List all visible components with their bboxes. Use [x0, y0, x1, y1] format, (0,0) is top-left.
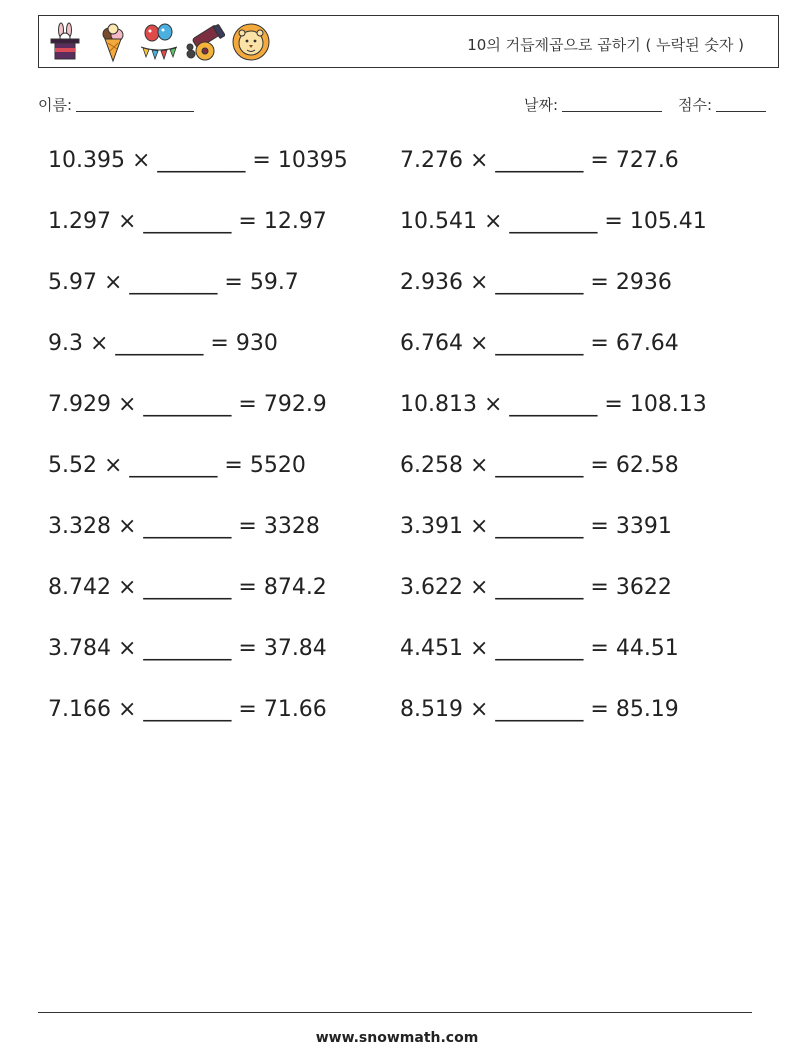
score-field [678, 94, 766, 115]
problem-item: 10.395 × ________ = 10395 [48, 148, 348, 173]
score-blank[interactable] [716, 98, 766, 112]
problem-row [48, 209, 768, 270]
problem-item: 7.929 × ________ = 792.9 [48, 392, 327, 417]
name-blank[interactable] [76, 98, 194, 112]
problem-row [48, 636, 768, 697]
problem-item: 5.52 × ________ = 5520 [48, 453, 306, 478]
problem-item: 3.328 × ________ = 3328 [48, 514, 320, 539]
problem-row [48, 575, 768, 636]
problem-row [48, 392, 768, 453]
footer-divider [38, 1012, 752, 1013]
problem-item: 5.97 × ________ = 59.7 [48, 270, 299, 295]
problem-item: 6.258 × ________ = 62.58 [400, 453, 679, 478]
problem-row [48, 453, 768, 514]
problem-item: 9.3 × ________ = 930 [48, 331, 278, 356]
problem-list [48, 148, 768, 758]
magic-hat-icon [47, 21, 87, 63]
problem-item: 3.784 × ________ = 37.84 [48, 636, 327, 661]
problem-row [48, 148, 768, 209]
worksheet-title: 10의 거듭제곱으로 곱하기 ( 누락된 숫자 ) [467, 36, 744, 54]
balloons-bunting-icon [139, 21, 179, 63]
problem-row [48, 270, 768, 331]
problem-item: 2.936 × ________ = 2936 [400, 270, 672, 295]
lion-icon [231, 21, 271, 63]
problem-item: 8.519 × ________ = 85.19 [400, 697, 679, 722]
name-field [38, 94, 194, 115]
problem-item: 7.276 × ________ = 727.6 [400, 148, 679, 173]
name-label: 이름: [38, 96, 73, 114]
problem-row [48, 697, 768, 758]
cannon-icon [185, 21, 225, 63]
problem-item: 10.541 × ________ = 105.41 [400, 209, 707, 234]
date-field [524, 94, 662, 115]
problem-item: 1.297 × ________ = 12.97 [48, 209, 327, 234]
problem-item: 8.742 × ________ = 874.2 [48, 575, 327, 600]
problem-row [48, 331, 768, 392]
ice-cream-icon [93, 21, 133, 63]
problem-item: 3.391 × ________ = 3391 [400, 514, 672, 539]
problem-item: 7.166 × ________ = 71.66 [48, 697, 327, 722]
problem-item: 4.451 × ________ = 44.51 [400, 636, 679, 661]
date-blank[interactable] [562, 98, 662, 112]
problem-row [48, 514, 768, 575]
problem-item: 3.622 × ________ = 3622 [400, 575, 672, 600]
score-label: 점수: [678, 96, 713, 114]
header-icons [47, 21, 271, 63]
worksheet-header [38, 15, 779, 68]
date-label: 날짜: [524, 96, 559, 114]
problem-item: 6.764 × ________ = 67.64 [400, 331, 679, 356]
problem-item: 10.813 × ________ = 108.13 [400, 392, 707, 417]
footer-site: www.snowmath.com [315, 1030, 479, 1046]
